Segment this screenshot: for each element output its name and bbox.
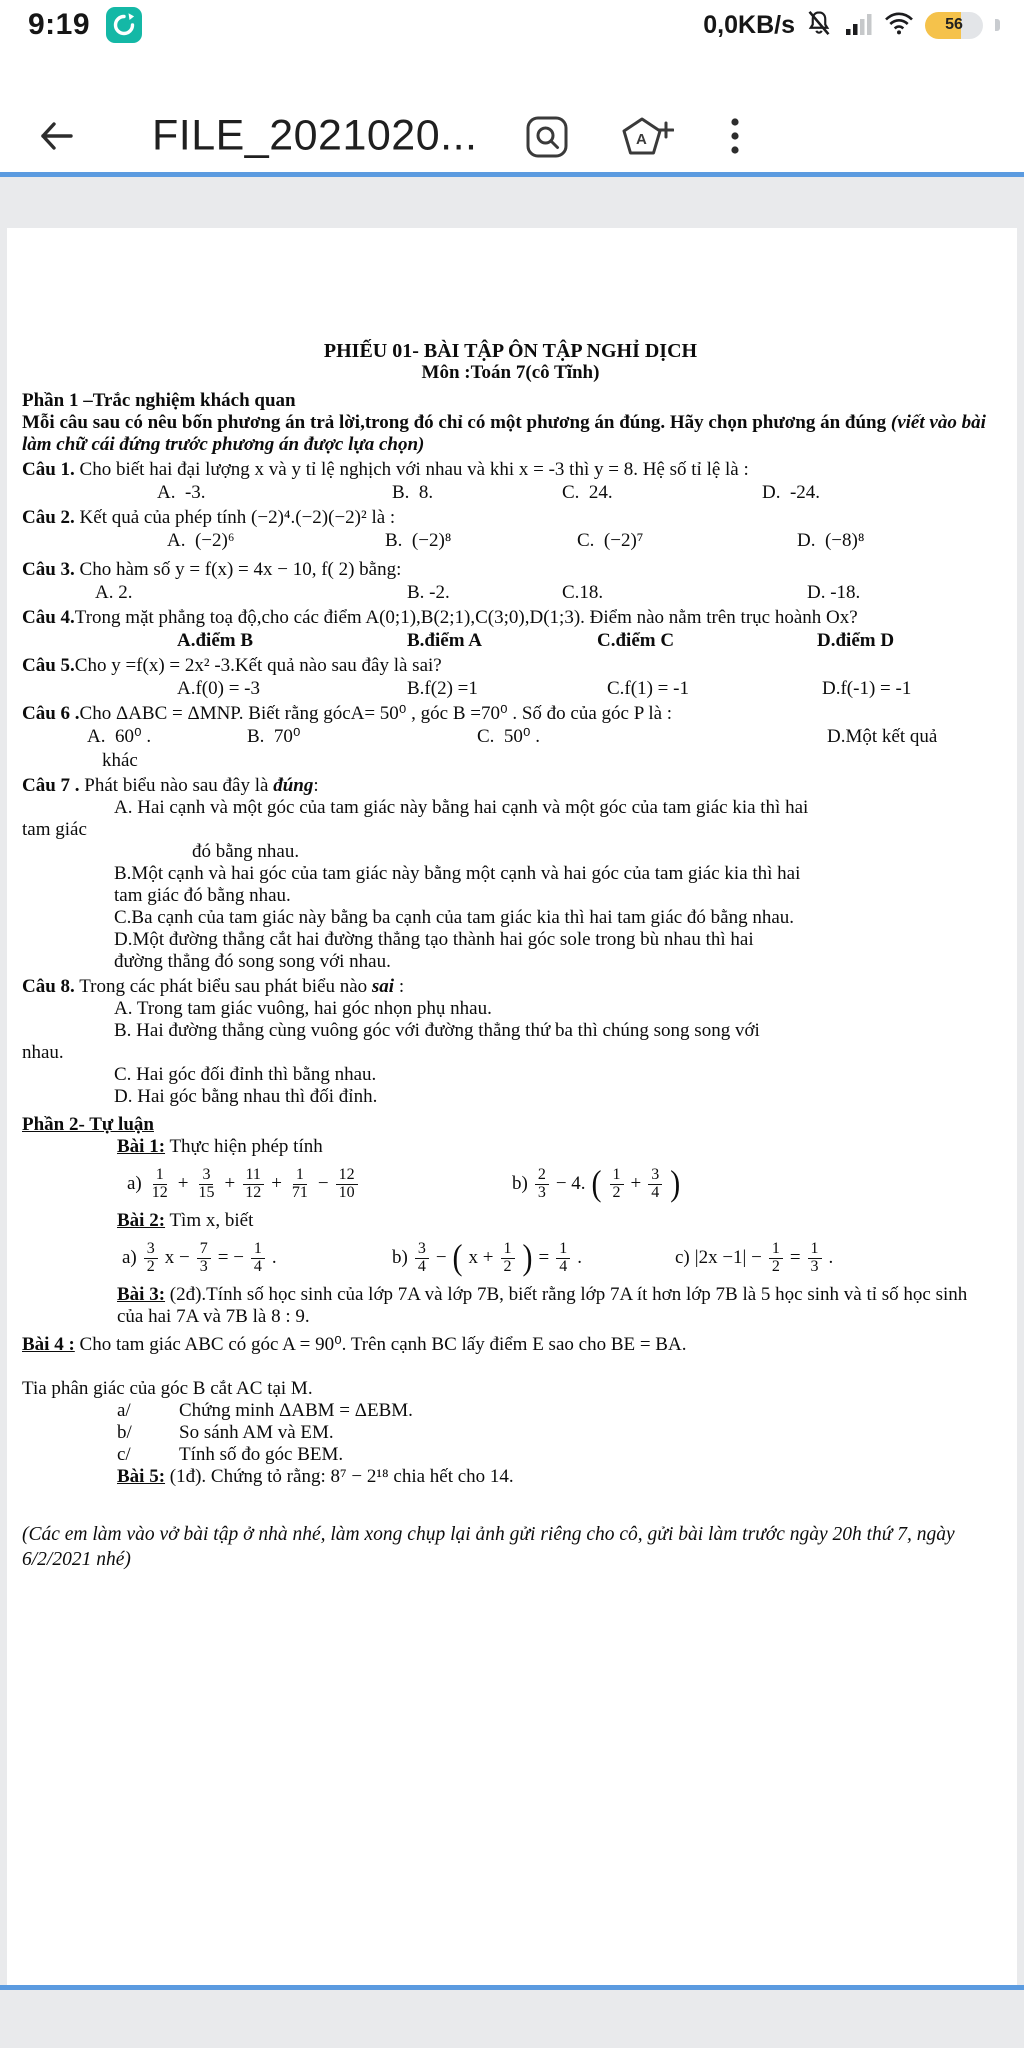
item-label: a) (122, 1247, 137, 1268)
operator: + (224, 1173, 236, 1194)
fraction: $\frac{3}{2}$ (144, 1241, 158, 1276)
status-bar (0, 0, 1024, 48)
document-viewer[interactable] (0, 177, 1024, 2048)
question-6-options (22, 726, 999, 748)
part2-heading: Phần 2- Tự luận (22, 1114, 154, 1135)
item-label: b) (512, 1173, 528, 1194)
exercise-4-item-b (117, 1422, 999, 1444)
part1-heading: Phần 1 –Trắc nghiệm khách quan (22, 390, 296, 411)
option-c: C. 50⁰ . (477, 726, 541, 747)
question-8 (22, 976, 999, 998)
q7-option-b-line2: tam giác đó bằng nhau. (114, 885, 291, 906)
question-3-prompt: Cho hàm số y = f(x) = 4x − 10, f( 2) bằng: (74, 559, 402, 580)
item-label: b) (392, 1247, 408, 1268)
overflow-menu-icon (728, 116, 742, 156)
fraction: $\frac{1}{3}$ (808, 1241, 822, 1276)
operator: = − (217, 1247, 244, 1268)
operator: − 4. (555, 1173, 586, 1194)
exercise-2-title: Tìm x, biết (165, 1210, 254, 1231)
fraction: $\frac{1}{4}$ (251, 1241, 265, 1276)
exercise-1a-expression (127, 1158, 360, 1210)
question-6-label: Câu 6 . (22, 703, 80, 724)
fraction: $\frac{3}{15}$ (198, 1165, 215, 1201)
term: x + (468, 1247, 494, 1268)
exercise-2 (117, 1210, 999, 1232)
fraction: $\frac{1}{2}$ (769, 1241, 783, 1276)
question-8-prompt-post: : (394, 976, 405, 997)
open-paren: ( (452, 1237, 463, 1278)
question-7-prompt-post: : (313, 775, 319, 796)
item-text: Chứng minh ΔABM = ΔEBM. (179, 1400, 413, 1421)
part1-instructions (22, 412, 999, 456)
item-text: So sánh AM và EM. (179, 1422, 334, 1443)
operator: + (271, 1173, 282, 1194)
option-b: B.f(2) =1 (407, 678, 478, 699)
battery-nub (995, 19, 1000, 31)
exercise-4-item-c (117, 1444, 999, 1466)
option-b: B. -2. (407, 582, 450, 603)
exercise-2-expressions (22, 1232, 999, 1284)
question-2-prompt: Kết quả của phép tính (−2)⁴.(−2)(−2)² là : (74, 507, 396, 528)
exercise-5-text: (1đ). Chứng tỏ rằng: 8⁷ − 2¹⁸ chia hết cho 14. (165, 1466, 514, 1487)
question-8-prompt-emphasis: sai (371, 976, 395, 997)
option-b: B. 70⁰ (247, 726, 301, 747)
exercise-4-line2: Tia phân giác của góc B cắt AC tại M. (22, 1378, 313, 1399)
question-2 (22, 507, 999, 529)
q8-option-d: D. Hai góc bằng nhau thì đối đỉnh. (114, 1086, 378, 1107)
question-1-prompt: Cho biết hai đại lượng x và y tỉ lệ nghịch với nhau và khi x = -3 thì y = 8. Hệ số tỉ lệ là : (74, 459, 749, 480)
question-5-label: Câu 5. (22, 655, 75, 676)
term: |2x −1| − (694, 1247, 762, 1268)
option-d: D. -24. (762, 482, 821, 503)
operator: − (435, 1247, 447, 1268)
option-d: D. -18. (807, 582, 861, 603)
option-b: B.điểm A (407, 630, 482, 651)
q7-option-a-line2: tam giác (22, 819, 87, 840)
overflow-menu-button[interactable] (728, 116, 742, 159)
page-edge-highlight-bottom (0, 1985, 1024, 1990)
clock: 9:19 (28, 8, 91, 41)
back-button[interactable] (34, 116, 78, 159)
option-a: A.điểm B (177, 630, 253, 651)
notification-app-icon (106, 7, 142, 43)
a-plus-badge-icon (620, 114, 674, 160)
wifi-icon (884, 10, 914, 41)
fraction: $\frac{2}{3}$ (535, 1167, 549, 1202)
exercise-1-expressions (22, 1158, 999, 1210)
battery-percent: 56 (945, 16, 963, 33)
fraction: $\frac{1}{4}$ (556, 1241, 570, 1276)
question-1-label: Câu 1. (22, 459, 75, 480)
battery-indicator (925, 12, 983, 39)
item-key: b/ (117, 1422, 132, 1443)
search-in-document-icon (524, 114, 570, 160)
mute-bell-icon (806, 9, 832, 42)
q7-option-b-line1: B.Một cạnh và hai góc của tam giác này bằng một cạnh và hai góc của tam giác kia thì hai (114, 863, 801, 884)
item-key: c/ (117, 1444, 131, 1465)
question-7-prompt: Phát biểu nào sau đây là (79, 775, 274, 796)
operator: − (317, 1173, 329, 1194)
question-4-options (22, 630, 999, 652)
punct: . (271, 1247, 277, 1268)
operator: + (177, 1173, 189, 1194)
q8-option-c: C. Hai góc đối đỉnh thì bằng nhau. (114, 1064, 377, 1085)
exercise-2b-expression (392, 1232, 582, 1284)
instructions-main: Mỗi câu sau có nêu bốn phương án trả lời,trong đó chỉ có một phương án đúng. Hãy chọn phương án đúng (22, 412, 891, 433)
option-c: C.18. (562, 582, 604, 603)
question-1 (22, 459, 999, 481)
svg-text:A: A (636, 131, 647, 148)
instructions-paren: (viết vào bài làm chữ cái đứng trước phương án được lựa chọn) (22, 412, 986, 455)
question-5-options (22, 678, 999, 700)
option-d: D.Một kết quả (827, 726, 938, 747)
exercise-5-label: Bài 5: (117, 1466, 166, 1487)
fraction: $\frac{7}{3}$ (197, 1241, 211, 1276)
search-in-document-button[interactable] (524, 114, 570, 163)
cellular-signal-icon (843, 10, 873, 41)
fraction: $\frac{3}{4}$ (648, 1167, 662, 1202)
option-b: B. 8. (392, 482, 434, 503)
exercise-2-label: Bài 2: (117, 1210, 166, 1231)
item-text: Tính số đo góc BEM. (179, 1444, 344, 1465)
close-paren: ) (522, 1237, 533, 1278)
exercise-4-label: Bài 4 : (22, 1334, 75, 1355)
operator: = (538, 1247, 550, 1268)
q7-option-d-line2: đường thẳng đó song song với nhau. (114, 951, 391, 972)
question-2-label: Câu 2. (22, 507, 75, 528)
exercise-3-label: Bài 3: (117, 1284, 166, 1305)
question-3-options (22, 582, 999, 604)
question-7 (22, 775, 999, 797)
item-label: a) (127, 1173, 142, 1194)
option-d: D.f(-1) = -1 (822, 678, 912, 699)
option-d: D. (−8)⁸ (797, 530, 865, 551)
operator: = (789, 1247, 801, 1268)
exercise-2a-expression (122, 1232, 277, 1284)
option-b: B. (−2)⁸ (385, 530, 452, 551)
network-speed: 0,0KB/s (703, 10, 795, 39)
option-a: A. 60⁰ . (87, 726, 152, 747)
item-key: a/ (117, 1400, 131, 1421)
fraction: $\frac{11}{12}$ (242, 1167, 264, 1202)
term: x − (164, 1247, 190, 1268)
exercise-1-title: Thực hiện phép tính (165, 1136, 323, 1157)
exercise-4-item-a (117, 1400, 999, 1422)
doc-subheading: Môn :Toán 7(cô Tĩnh) (421, 362, 600, 383)
q7-option-d-line1: D.Một đường thẳng cắt hai đường thẳng tạo thành hai góc sole trong bù nhau thì hai (114, 929, 754, 950)
close-paren: ) (670, 1163, 681, 1204)
a-plus-badge-button[interactable] (620, 114, 674, 163)
question-6-option-d-cont: khác (102, 750, 138, 771)
option-a: A. 2. (95, 582, 133, 603)
option-a: A. (−2)⁶ (167, 530, 235, 551)
question-5 (22, 655, 999, 677)
option-c: C. 24. (562, 482, 613, 503)
question-4-prompt: Trong mặt phẳng toạ độ,cho các điểm A(0;1),B(2;1),C(3;0),D(1;3). Điểm nào nằm trên trục hoành Ox? (74, 607, 858, 628)
exercise-1 (117, 1136, 999, 1158)
item-label: c) (675, 1247, 690, 1268)
q7-option-c: C.Ba cạnh của tam giác này bằng ba cạnh của tam giác kia thì hai tam giác đó bằng nhau. (114, 907, 795, 928)
fraction: $\frac{1}{2}$ (610, 1167, 624, 1202)
exercise-4-text: Cho tam giác ABC có góc A = 90⁰. Trên cạnh BC lấy điểm E sao cho BE = BA. (74, 1334, 687, 1355)
option-c: C.f(1) = -1 (607, 678, 689, 699)
question-3 (22, 559, 999, 581)
question-3-label: Câu 3. (22, 559, 75, 580)
q8-option-b-line2: nhau. (22, 1042, 64, 1063)
question-6-prompt: Cho ΔABC = ΔMNP. Biết rằng gócA= 50⁰ , góc B =70⁰ . Số đo của góc P là : (79, 703, 673, 724)
punct: . (828, 1247, 834, 1268)
q8-option-a: A. Trong tam giác vuông, hai góc nhọn phụ nhau. (114, 998, 492, 1019)
punct: . (577, 1247, 582, 1268)
question-7-prompt-emphasis: đúng (273, 775, 314, 796)
operator: + (630, 1173, 642, 1194)
option-a: A.f(0) = -3 (177, 678, 260, 699)
question-2-options (22, 530, 999, 556)
option-d: D.điểm D (817, 630, 895, 651)
question-1-options (22, 482, 999, 504)
question-4 (22, 607, 999, 629)
exercise-2c-expression (675, 1232, 833, 1284)
option-c: C.điểm C (597, 630, 675, 651)
question-4-label: Câu 4. (22, 607, 75, 628)
document-page (7, 228, 1017, 1985)
exercise-1b-expression (512, 1158, 681, 1210)
app-toolbar (0, 48, 1024, 172)
document-title: FILE_2021020... (152, 111, 478, 160)
fraction: $\frac{1}{12}$ (151, 1165, 168, 1201)
question-8-prompt: Trong các phát biểu sau phát biểu nào (74, 976, 372, 997)
fraction: $\frac{12}{10}$ (336, 1167, 358, 1202)
fraction: $\frac{1}{71}$ (291, 1165, 308, 1201)
exercise-3-text: (2đ).Tính số học sinh của lớp 7A và lớp 7B, biết rằng lớp 7A ít hơn lớp 7B là 5 học sinh và tỉ số học sinh của hai 7A và 7B là 8 : 9. (117, 1284, 968, 1327)
exercise-5 (117, 1466, 999, 1488)
fraction: $\frac{1}{2}$ (501, 1241, 515, 1276)
open-paren: ( (591, 1163, 602, 1204)
teacher-note: (Các em làm vào vở bài tập ở nhà nhé, làm xong chụp lại ảnh gửi riêng cho cô, gửi bài làm trước ngày 20h thứ 7, ngày 6/2/2021 nhé) (22, 1524, 955, 1570)
question-8-label: Câu 8. (22, 976, 75, 997)
question-5-prompt: Cho y =f(x) = 2x² -3.Kết quả nào sau đây là sai? (74, 655, 442, 676)
q7-option-a-line3: đó bằng nhau. (192, 841, 300, 862)
exercise-4 (22, 1334, 999, 1356)
question-7-label: Câu 7 . (22, 775, 80, 796)
option-a: A. -3. (157, 482, 206, 503)
q7-option-a-line1: A. Hai cạnh và một góc của tam giác này bằng hai cạnh và một góc của tam giác kia thì hai (114, 797, 809, 818)
fraction: $\frac{3}{4}$ (415, 1241, 429, 1276)
doc-heading: PHIẾU 01- BÀI TẬP ÔN TẬP NGHỈ DỊCH (323, 340, 698, 362)
option-c: C. (−2)⁷ (577, 530, 644, 551)
exercise-3 (117, 1284, 997, 1328)
q8-option-b-line1: B. Hai đường thẳng cùng vuông góc với đường thẳng thứ ba thì chúng song song với (114, 1020, 760, 1041)
question-6 (22, 703, 999, 725)
exercise-1-label: Bài 1: (117, 1136, 166, 1157)
